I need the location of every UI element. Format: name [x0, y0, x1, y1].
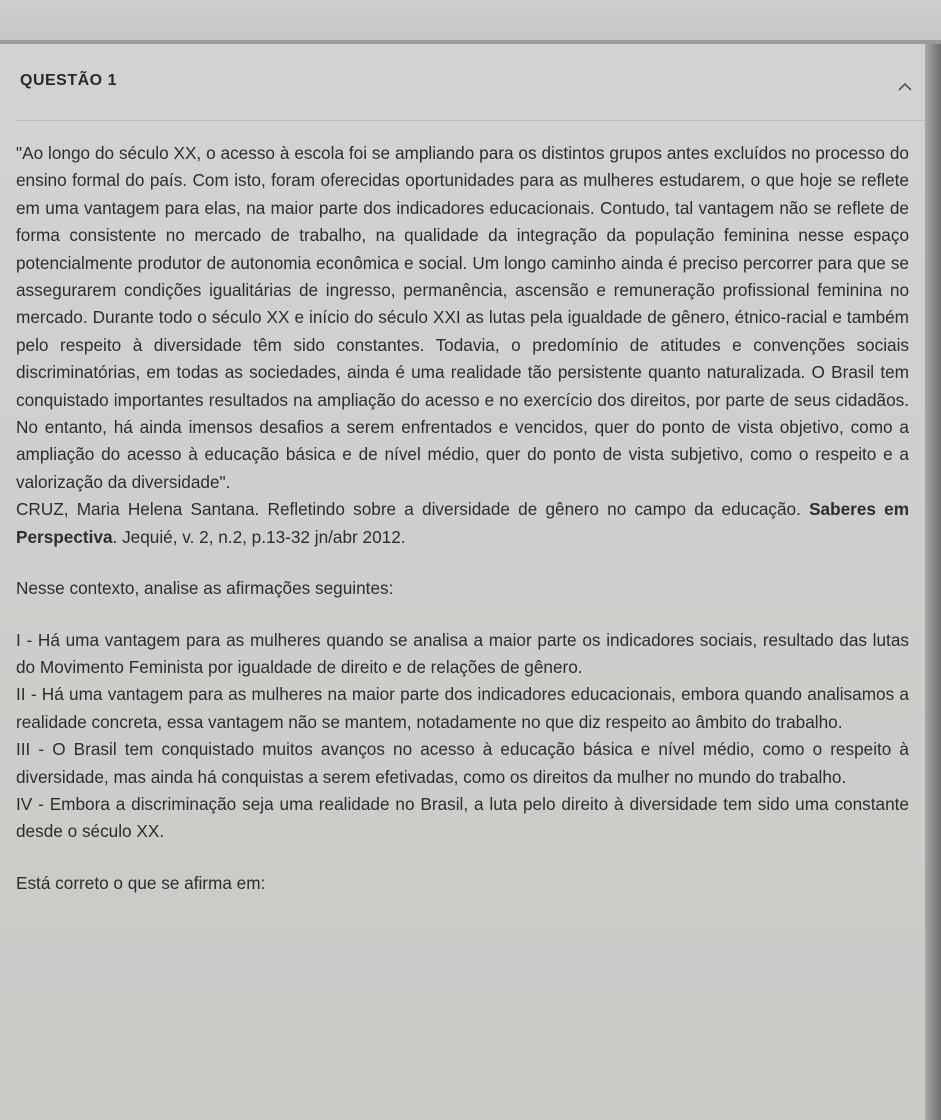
quote-paragraph: "Ao longo do século XX, o acesso à escola foi se ampliando para os distintos grupos antes excluídos no processo do ensino formal do país. Com isto, foram oferecidas oportunidades para as mulheres estudarem, o que hoje se reflete em uma vantagem para elas, na maior parte dos indicadores educacionais. Contudo, tal vantagem não se reflete de forma consistente no mercado de trabalho, na qualidade da integração da população feminina nesse espaço potencialmente produtor de autonomia econômica e social. Um longo caminho ainda é preciso percorrer para que se assegurarem condições igualitárias de ingresso, permanência, ascensão e remuneração profissional feminina no mercado. Durante todo o século XX e início do século XXI as lutas pela igualdade de gênero, étnico-racial e também pelo respeito à diversidade têm sido constantes. Todavia, o predomínio de atitudes e convenções sociais discriminatórias, em todas as sociedades, ainda é uma realidade tão persistente quanto naturalizada. O Brasil tem conquistado importantes resultados na ampliação do acesso e no exercício dos direitos, por parte de seus cidadãos. No entanto, há ainda imensos desafios a serem enfrentados e vencidos, quer do ponto de vista objetivo, como a ampliação do acesso à educação básica e de nível médio, quer do ponto de vista subjetivo, como o respeito e a valorização da diversidade". — [16, 143, 909, 492]
statement-item: I - Há uma vantagem para as mulheres quando se analisa a maior parte os indicadores sociais, resultado das lutas do Movimento Feminista por igualdade de direito e de relações de gênero. — [16, 629, 909, 677]
instruction-text: Nesse contexto, analise as afirmações seguintes: — [16, 578, 394, 599]
statement-item: IV - Embora a discriminação seja uma realidade no Brasil, a luta pelo direito à diversidade tem sido uma constante desde o século XX. — [16, 793, 909, 842]
statement-item: III - O Brasil tem conquistado muitos avanços no acesso à educação básica e nível médio, como o respeito à diversidade, mas ainda há conquistas a serem efetivadas, como os direitos da mulher no mundo do trabalho. — [16, 739, 909, 787]
question-title: QUESTÃO 1 — [20, 72, 117, 89]
spacer — [16, 551, 909, 575]
statement-item: II - Há uma vantagem para as mulheres na maior parte dos indicadores educacionais, embora quando analisamos a realidade concreta, essa vantagem não se mantem, notadamente no que diz respeito ao âmbito do trabalho. — [16, 684, 909, 732]
chevron-up-icon — [898, 82, 912, 91]
reference-details: . Jequié, v. 2, n.2, p.13-32 jn/abr 2012. — [112, 526, 406, 547]
question-content — [16, 140, 909, 897]
spacer — [16, 846, 909, 870]
reference-citation — [16, 496, 909, 551]
reference-journal: Saberes em Perspectiva — [16, 499, 909, 547]
collapse-question-button[interactable] — [888, 74, 922, 98]
reference-authors: CRUZ, Maria Helena Santana. Refletindo sobre a diversidade de gênero no campo da educação. — [16, 499, 801, 520]
right-edge-shadow — [925, 44, 941, 1120]
spacer — [16, 603, 909, 627]
top-strip — [0, 0, 941, 40]
top-divider — [0, 40, 941, 44]
closing-question: Está correto o que se afirma em: — [16, 872, 266, 893]
header-divider — [16, 120, 925, 121]
